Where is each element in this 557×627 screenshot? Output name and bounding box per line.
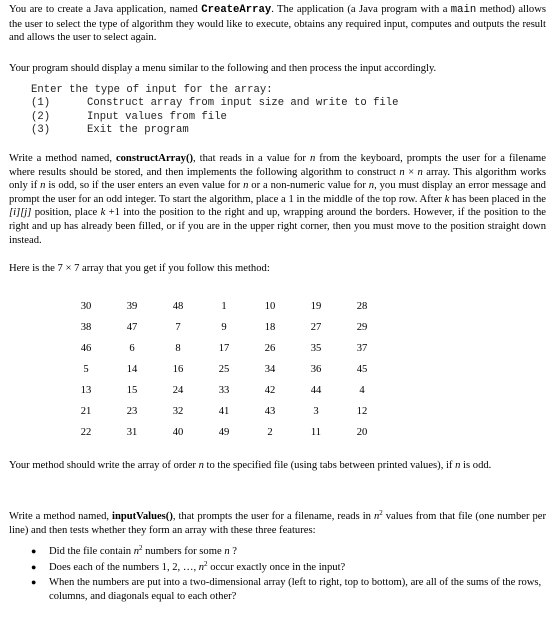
construct-array-paragraph (9, 152, 546, 247)
text: , that prompts the user for a filename, reads in (172, 511, 374, 522)
index-ij: [i][j] (9, 207, 32, 219)
text: You are to create a Java application, named (9, 4, 202, 15)
table-cell: 3 (313, 405, 319, 417)
write-array-paragraph (9, 459, 546, 473)
table-cell: 14 (126, 363, 138, 375)
var-n: n (133, 546, 140, 557)
table-cell: 15 (126, 384, 138, 396)
menu-item-number: (3) (31, 124, 51, 137)
table-row (63, 401, 385, 422)
table-cell: 2 (267, 426, 273, 438)
menu-intro-paragraph (9, 62, 546, 76)
text: or a non-numeric value for (248, 180, 369, 192)
bullet-icon: ● (31, 546, 37, 556)
text: values from that file (one number per line) and then tests whether they form an array with these three features: (9, 511, 547, 536)
table-row (63, 422, 385, 443)
text: occur exactly once in the input? (207, 561, 346, 573)
menu-item (31, 111, 399, 124)
table-cell: 48 (172, 300, 184, 312)
var-n: n (198, 460, 204, 471)
var-k: k (444, 193, 450, 205)
superscript: 2 (379, 509, 383, 517)
text: × (404, 166, 418, 178)
table-cell: 4 (359, 384, 365, 396)
menu-example (31, 84, 399, 138)
table-cell: 42 (264, 384, 276, 396)
table-cell: 46 (80, 342, 92, 354)
menu-item-label: Exit the program (87, 124, 189, 137)
table-cell: 21 (80, 405, 92, 417)
table-cell: 11 (310, 426, 322, 438)
menu-item-number: (2) (31, 110, 51, 123)
menu-item-number: (1) (31, 97, 51, 110)
table-cell: 9 (221, 321, 227, 333)
var-n: n (399, 166, 405, 178)
table-cell: 31 (126, 426, 138, 438)
table-cell: 22 (80, 426, 92, 438)
text: numbers for some (142, 546, 225, 557)
superscript: 2 (139, 544, 143, 552)
text: Here is the 7 × 7 array that you get if you follow this method: (9, 263, 270, 274)
table-cell: 38 (80, 321, 92, 333)
table-cell: 28 (356, 300, 368, 312)
input-values-paragraph (9, 510, 546, 537)
table-cell: 18 (264, 321, 276, 333)
table-cell: 16 (172, 363, 184, 375)
table-cell: 27 (310, 321, 322, 333)
table-row (63, 317, 385, 338)
table-cell: 49 (218, 426, 230, 438)
text: Your program should display a menu similar to the following and then process the input accordingly. (9, 63, 437, 74)
table-cell: 8 (175, 342, 181, 354)
magic-square-table (63, 296, 385, 443)
text: , that reads in a value for (193, 153, 310, 164)
text: ? (229, 546, 237, 557)
table-cell: 20 (356, 426, 368, 438)
text: array. This algorithm works only if (9, 166, 546, 192)
table-cell: 23 (126, 405, 138, 417)
table-cell: 37 (356, 342, 368, 354)
table-cell: 26 (264, 342, 276, 354)
table-cell: 39 (126, 300, 138, 312)
table-cell: 33 (218, 384, 230, 396)
var-n: n (455, 460, 461, 471)
table-cell: 6 (129, 342, 135, 354)
table-cell: 32 (172, 405, 184, 417)
table-cell: 7 (175, 321, 181, 333)
table-cell: 12 (356, 405, 368, 417)
table-cell: 35 (310, 342, 322, 354)
main-code: main (450, 4, 477, 16)
menu-item-label: Input values from file (87, 110, 227, 123)
method-name: inputValues() (112, 511, 173, 522)
class-name-code: CreateArray (201, 4, 272, 16)
intro-paragraph (9, 3, 546, 45)
var-n: n (417, 166, 423, 178)
list-item (9, 545, 546, 559)
table-cell: 10 (264, 300, 276, 312)
list-item (9, 576, 546, 603)
text: to the specified file (using tabs between printed values), if (203, 460, 456, 471)
table-row (63, 338, 385, 359)
var-n: n (40, 180, 46, 192)
text: , you must display an error message and prompt the user for an odd integer. To start the algorithm, place a 1 in the middle of the top row. After (9, 180, 546, 205)
bullet-icon: ● (31, 561, 37, 572)
text: method) allows the user to select the type of algorithm they would like to execute, obtains any required input, computes and outputs the result and allows the user to select again. (9, 4, 546, 44)
table-cell: 24 (172, 384, 184, 396)
table-cell: 45 (356, 363, 368, 375)
menu-prompt: Enter the type of input for the array: (31, 84, 273, 96)
method-name: constructArray() (115, 153, 194, 164)
table-cell: 41 (218, 405, 230, 417)
menu-item-label: Construct array from input size and write to file (87, 97, 399, 110)
text: Write a method named, (9, 153, 116, 164)
table-cell: 1 (221, 300, 227, 312)
table-row (63, 296, 385, 317)
table-row (63, 380, 385, 401)
table-cell: 30 (80, 300, 92, 312)
table-cell: 29 (356, 321, 368, 333)
table-cell: 19 (310, 300, 322, 312)
text: Does each of the numbers 1, 2, …, (49, 561, 199, 573)
table-cell: 25 (218, 363, 230, 375)
table-cell: 36 (310, 363, 322, 375)
text: Write a method named, (9, 511, 113, 522)
text: Did the file contain (49, 546, 134, 557)
table-cell: 43 (264, 405, 276, 417)
table-cell: 5 (83, 363, 89, 375)
superscript: 2 (204, 559, 208, 568)
text: from the keyboard, prompts the user for a filename where results should be stored, and then implements the following algorithm to construct (9, 153, 546, 178)
table-cell: 40 (172, 426, 184, 438)
var-n: n (368, 180, 375, 192)
bullet-icon: ● (31, 577, 37, 588)
text: +1 into the position to the right and up, wrapping around the borders. However, if the position to the right and up has already been filled, or if you are in the upper right corner, then you must move to the position straight down instead. (9, 207, 546, 246)
var-n: n (224, 546, 230, 557)
table-cell: 44 (310, 384, 322, 396)
text: has been placed in the (449, 193, 546, 205)
table-row (63, 359, 385, 380)
text: is odd, so if the user enters an even value for (45, 180, 244, 192)
text: Your method should write the array of order (9, 460, 199, 471)
text: position, place (31, 207, 101, 219)
array-intro-line (9, 262, 546, 276)
table-cell: 13 (80, 384, 92, 396)
text: is odd. (460, 460, 492, 471)
menu-item (31, 124, 399, 137)
menu-item (31, 97, 399, 110)
table-cell: 34 (264, 363, 276, 375)
var-n: n (198, 561, 205, 573)
table-cell: 17 (218, 342, 230, 354)
var-n: n (243, 180, 249, 192)
table-cell: 47 (126, 321, 138, 333)
var-n: n (309, 153, 316, 164)
list-item (9, 561, 546, 575)
text: When the numbers are put into a two-dimensional array (left to right, top to bottom), are all of the sums of the rows, columns, and diagonals equal to each other? (49, 577, 542, 602)
var-n: n (373, 511, 380, 522)
text: . The application (a Java program with a (271, 4, 451, 15)
var-k: k (100, 207, 106, 219)
feature-list (9, 545, 546, 605)
